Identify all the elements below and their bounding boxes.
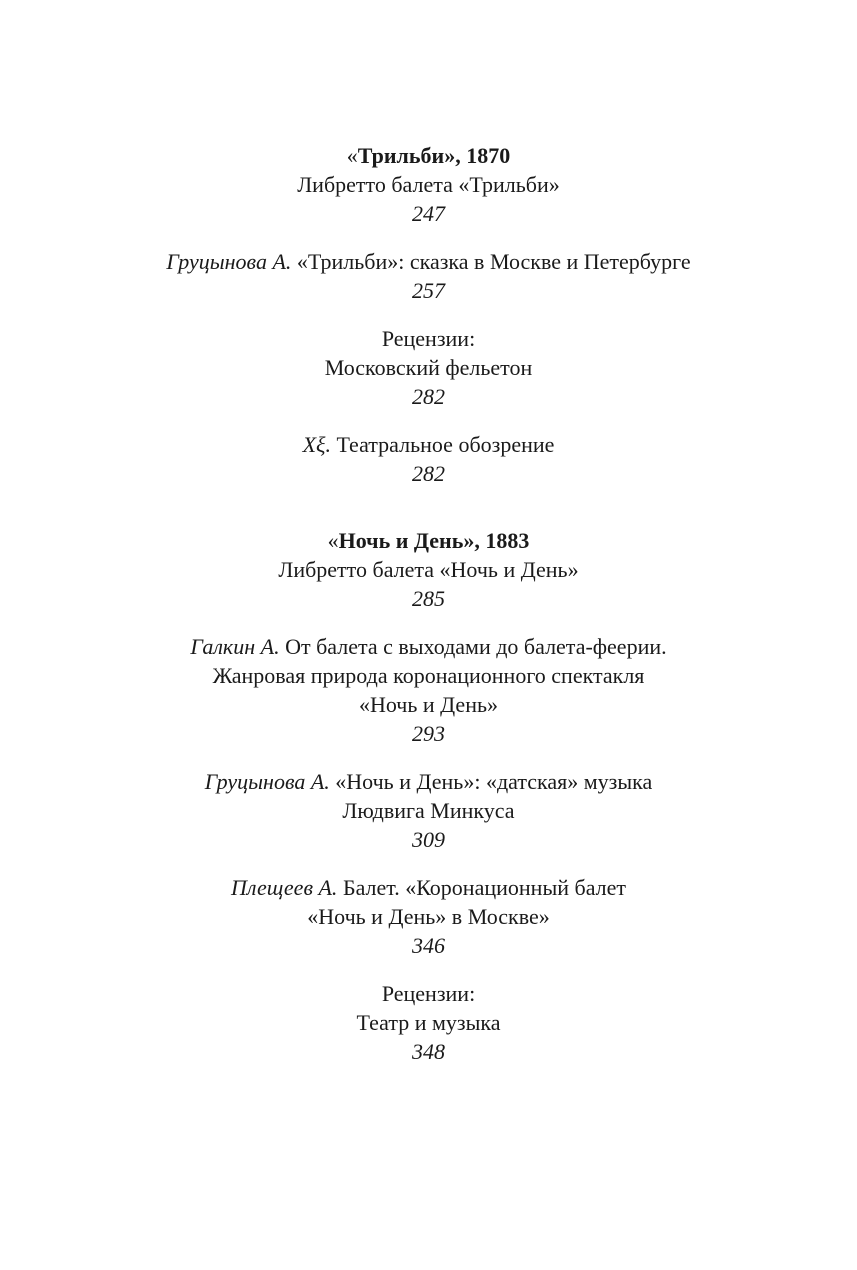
page-number: 346 <box>412 933 445 958</box>
toc-entry <box>0 632 857 748</box>
entry-title: Рецензии: <box>381 981 476 1006</box>
entry-title: От балета с выходами до балета-феерии. <box>279 634 667 659</box>
heading-quote-open: « <box>346 143 358 168</box>
table-of-contents <box>0 141 857 1066</box>
page-number: 348 <box>412 1039 445 1064</box>
entry-title: Жанровая природа коронационного спектакля <box>212 663 645 688</box>
heading-title: Трильби <box>357 143 445 168</box>
entry-title: «Ночь и День» <box>358 692 499 717</box>
heading-year: », 1883 <box>463 528 530 553</box>
entry-title: Либретто балета «Трильби» <box>297 172 560 197</box>
entry-title: Московский фельетон <box>324 355 533 380</box>
section-heading <box>0 141 857 228</box>
entry-title: «Ночь и День»: «датская» музыка <box>329 769 653 794</box>
entry-author: Плещеев А. <box>230 875 338 900</box>
entry-title: Театральное обозрение <box>330 432 555 457</box>
entry-author: Груцынова А. <box>204 769 330 794</box>
entry-author: Галкин А. <box>190 634 280 659</box>
page-number: 309 <box>412 827 445 852</box>
page-number: 247 <box>412 201 445 226</box>
heading-title: Ночь и День <box>338 528 464 553</box>
entry-author: Xξ. <box>302 432 331 457</box>
section-heading <box>0 526 857 613</box>
page-number: 293 <box>412 721 445 746</box>
entry-title: Балет. «Коронационный балет <box>337 875 627 900</box>
page-number: 282 <box>412 461 445 486</box>
page-number: 282 <box>412 384 445 409</box>
toc-section-night-and-day <box>0 526 857 1066</box>
toc-entry <box>0 873 857 960</box>
page-number: 285 <box>412 586 445 611</box>
toc-section-trilby <box>0 141 857 488</box>
entry-title: Театр и музыка <box>356 1010 501 1035</box>
entry-title: «Ночь и День» в Москве» <box>307 904 550 929</box>
toc-entry <box>0 247 857 305</box>
entry-title: «Трильби»: сказка в Москве и Петербурге <box>291 249 691 274</box>
heading-quote-open: « <box>327 528 339 553</box>
toc-entry <box>0 324 857 411</box>
heading-year: », 1870 <box>444 143 511 168</box>
entry-title: Либретто балета «Ночь и День» <box>278 557 579 582</box>
toc-entry <box>0 430 857 488</box>
page-number: 257 <box>412 278 445 303</box>
toc-entry <box>0 767 857 854</box>
entry-author: Груцынова А. <box>166 249 292 274</box>
toc-entry <box>0 979 857 1066</box>
entry-title: Рецензии: <box>381 326 476 351</box>
entry-title: Людвига Минкуса <box>342 798 515 823</box>
